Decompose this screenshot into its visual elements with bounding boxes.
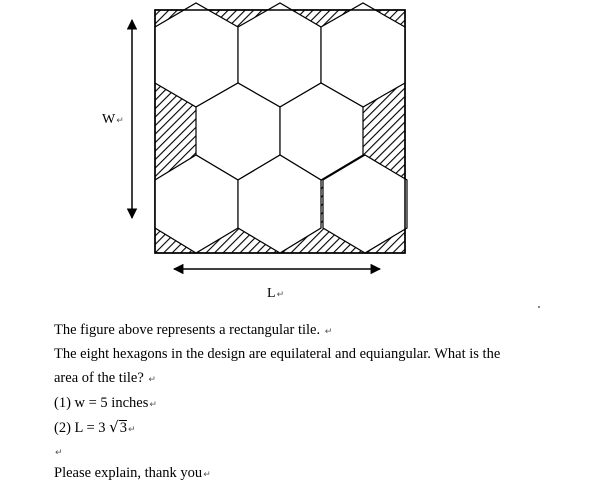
empty-line: ↵ (55, 448, 63, 458)
length-label: L↵ (267, 286, 285, 301)
text-line-3: area of the tile? ↵ (54, 370, 156, 386)
text-line-2: The eight hexagons in the design are equilateral and equiangular. What is the (54, 346, 501, 362)
statement-2: (2) L = 3 √3↵ (54, 418, 136, 436)
width-label: W↵ (102, 112, 124, 127)
text-line-1: The figure above represents a rectangular tile. ↵ (54, 322, 333, 338)
statement-1: (1) w = 5 inches↵ (54, 395, 157, 411)
closing-line: Please explain, thank you↵ (54, 465, 211, 481)
sqrt-icon: √ (109, 418, 119, 436)
stray-dot (538, 306, 540, 308)
